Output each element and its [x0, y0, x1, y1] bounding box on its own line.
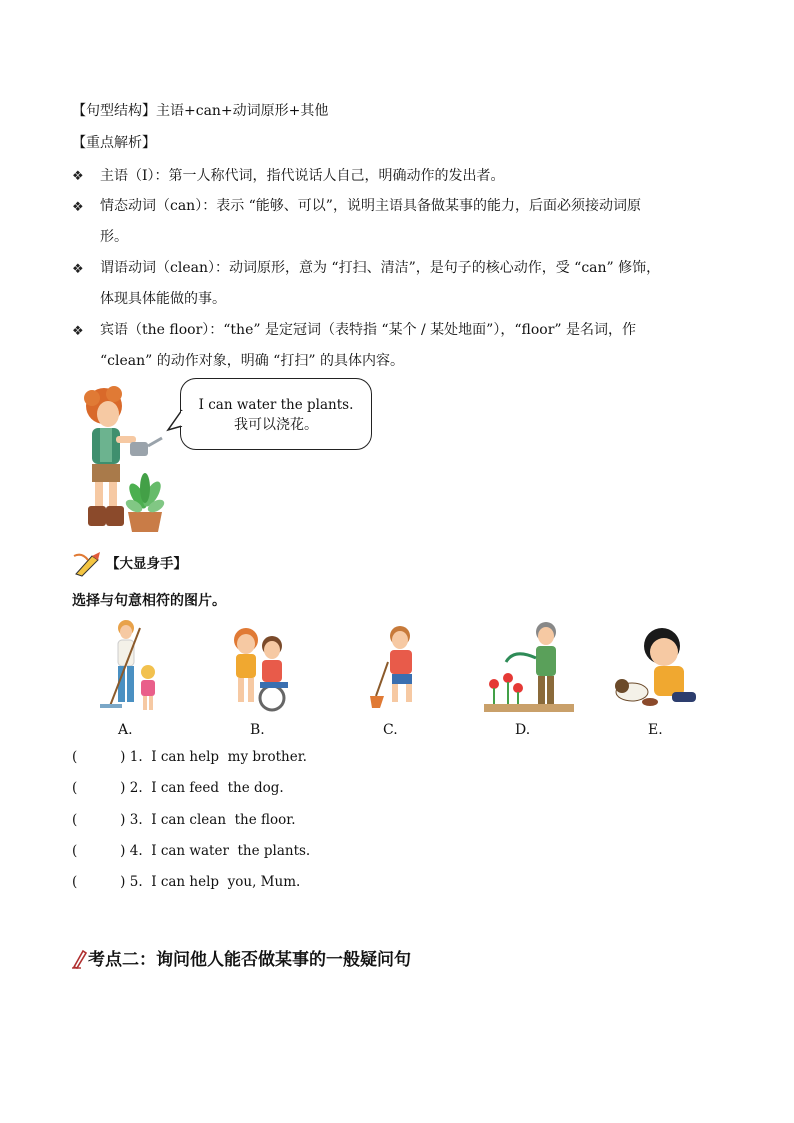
point-3-line1: 谓语动词（clean）：动词原形，意为 “打扫、清洁”，是句子的核心动作，受 “can” 修饰， — [100, 260, 661, 276]
option-b: B. — [250, 722, 265, 738]
option-d: D. — [515, 722, 531, 738]
picture-c — [370, 618, 430, 714]
bubble-chinese: 我可以浇花。 — [234, 417, 318, 433]
picture-b — [228, 618, 298, 714]
point-2 — [100, 191, 730, 253]
pen-icon — [72, 550, 106, 578]
question-5: ( ) 5. I can help you, Mum. — [72, 874, 301, 890]
speech-bubble — [180, 378, 372, 450]
bullet-icon: ❖ — [72, 200, 84, 215]
option-a: A. — [118, 722, 133, 738]
bullet-icon: ❖ — [72, 324, 84, 339]
picture-a — [96, 618, 166, 714]
point-3 — [100, 253, 730, 315]
structure-label: 【句型结构】 — [72, 103, 156, 119]
point-1 — [100, 161, 730, 192]
bubble-english: I can water the plants. — [198, 397, 354, 413]
speech-bubble-tail — [166, 408, 184, 438]
point-4-line1: 宾语（the floor）：“the” 是定冠词（表特指 “某个 / 某处地面”），“floor” 是名词，作 — [100, 322, 636, 338]
instruction: 选择与句意相符的图片。 — [72, 593, 226, 609]
picture-d — [484, 618, 574, 714]
option-c: C. — [383, 722, 398, 738]
point-1-line1: 主语（I）：第一人称代词，指代说话人自己，明确动作的发出者。 — [100, 168, 505, 184]
bullet-icon: ❖ — [72, 169, 84, 184]
point-2-line2: 形。 — [100, 229, 128, 245]
analysis-label: 【重点解析】 — [72, 135, 156, 151]
point-4-line2: “clean” 的动作对象，明确 “打扫” 的具体内容。 — [100, 353, 404, 369]
pencil-icon — [71, 949, 89, 969]
structure-line — [72, 101, 328, 121]
boy-watering-illustration — [66, 384, 176, 534]
practice-label: 【大显身手】 — [106, 556, 187, 572]
picture-e — [614, 618, 706, 714]
point-4 — [100, 315, 730, 377]
question-3: ( ) 3. I can clean the floor. — [72, 812, 296, 828]
question-2: ( ) 2. I can feed the dog. — [72, 780, 284, 796]
point-3-line2: 体现具体能做的事。 — [100, 291, 226, 307]
option-e: E. — [648, 722, 663, 738]
bullet-icon: ❖ — [72, 262, 84, 277]
structure-text: 主语+can+动词原形+其他 — [156, 103, 329, 119]
section-title: 考点二：询问他人能否做某事的一般疑问句 — [88, 950, 411, 970]
point-2-line1: 情态动词（can）：表示 “能够、可以”，说明主语具备做某事的能力，后面必须接动词原 — [100, 198, 641, 214]
question-1: ( ) 1. I can help my brother. — [72, 749, 307, 765]
question-4: ( ) 4. I can water the plants. — [72, 843, 311, 859]
